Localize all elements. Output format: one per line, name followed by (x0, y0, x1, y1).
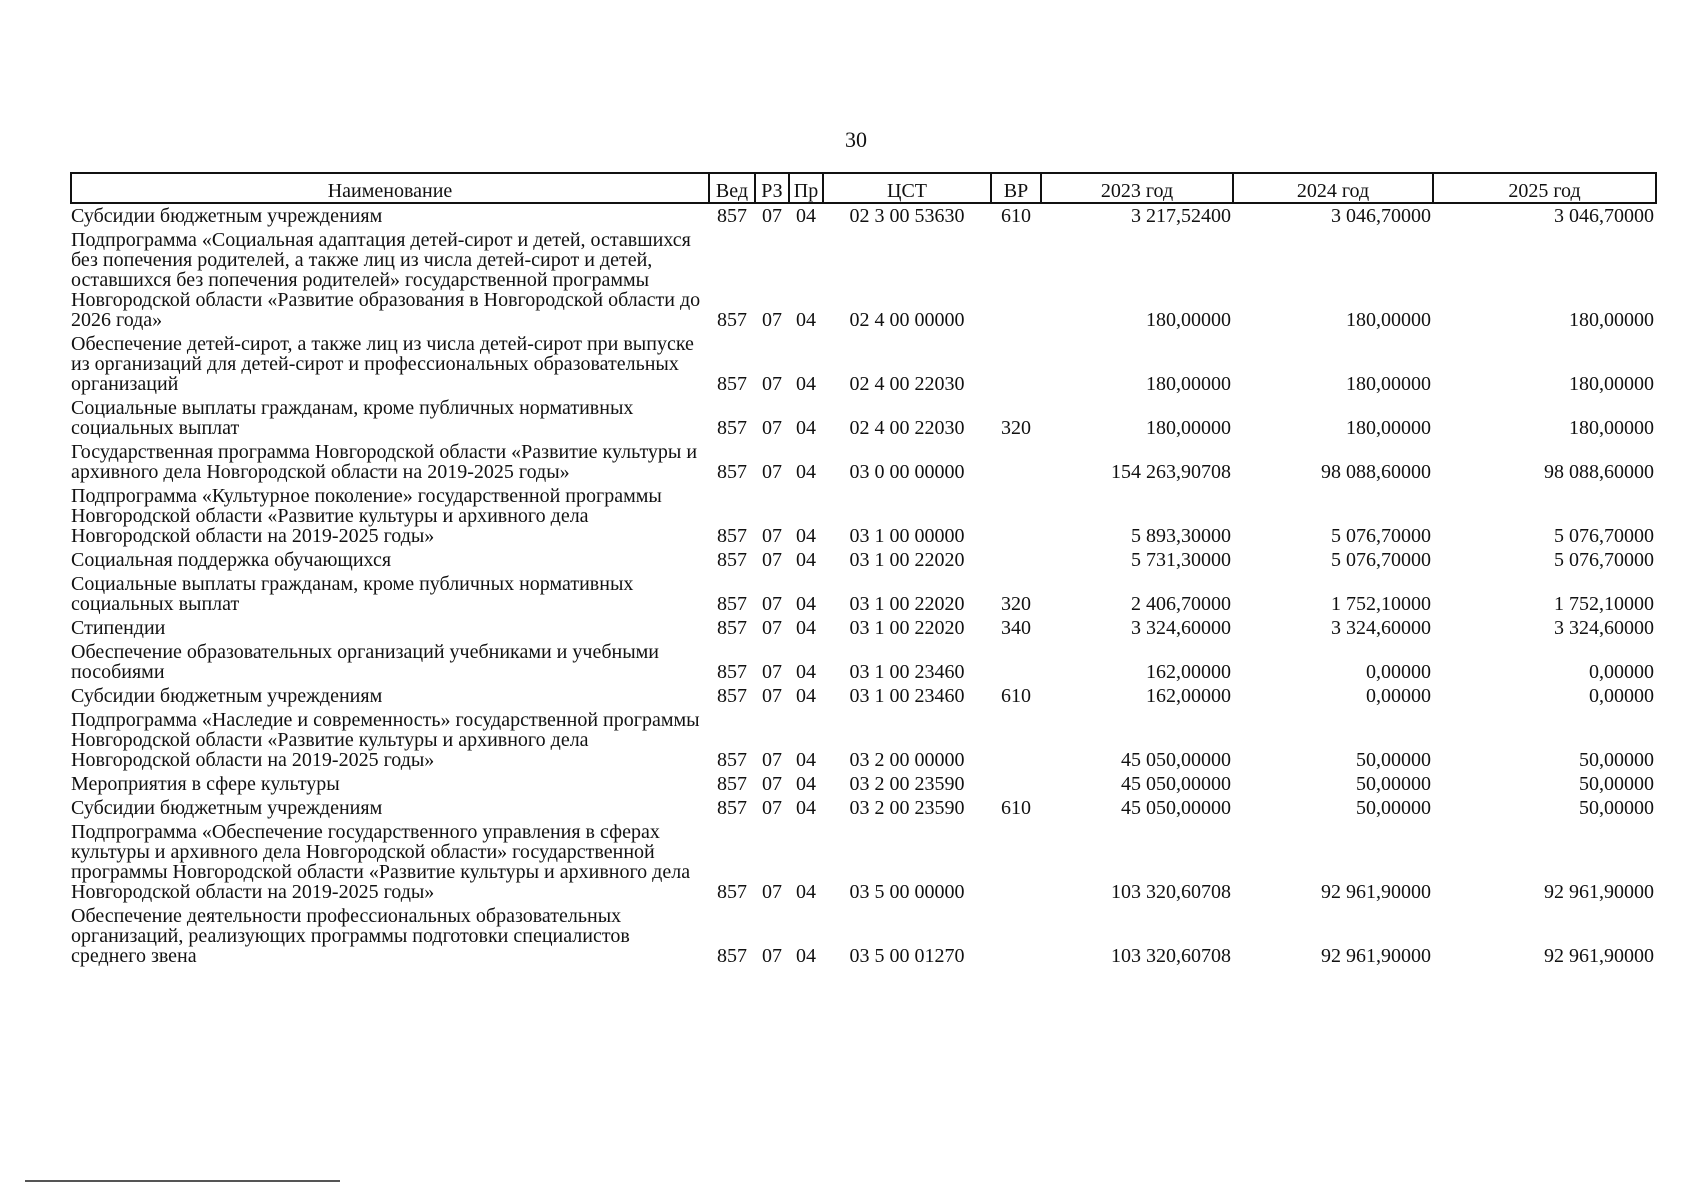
row-cst: 02 4 00 00000 (849, 309, 965, 331)
row-2025: 5 076,70000 (1554, 549, 1654, 571)
row-pr: 04 (796, 593, 816, 615)
row-ved: 857 (717, 461, 747, 483)
table-row (71, 616, 1656, 640)
row-2023: 45 050,00000 (1121, 773, 1231, 795)
row-2025: 0,00000 (1589, 685, 1654, 707)
row-pr: 04 (796, 549, 816, 571)
row-name: Обеспечение детей-сирот, а также лиц из числа детей-сирот при выпуске из организаций для детей-сирот и профессиональных образовательных организаций (71, 333, 694, 395)
row-2024: 50,00000 (1356, 773, 1431, 795)
row-2023: 180,00000 (1146, 373, 1231, 395)
header-ved: Вед (709, 173, 755, 203)
table-row (71, 708, 1656, 772)
row-2025: 5 076,70000 (1554, 525, 1654, 547)
row-2024: 3 324,60000 (1331, 617, 1431, 639)
row-2024: 98 088,60000 (1321, 461, 1431, 483)
row-name: Социальная поддержка обучающихся (71, 549, 392, 571)
row-name: Подпрограмма «Культурное поколение» государственной программы Новгородской области «Развитие культуры и архивного дела Новгородской области на 2019-2025 годы» (71, 485, 662, 547)
row-cst: 03 1 00 22020 (849, 617, 965, 639)
row-ved: 857 (717, 797, 747, 819)
row-cst: 02 3 00 53630 (849, 205, 965, 227)
row-name: Мероприятия в сфере культуры (71, 773, 340, 795)
row-vr (991, 440, 1041, 484)
row-cst: 03 1 00 23460 (849, 661, 965, 683)
row-rz: 07 (762, 593, 782, 615)
row-2024: 1 752,10000 (1331, 593, 1431, 615)
row-cst: 02 4 00 22030 (849, 373, 965, 395)
row-cst: 03 2 00 23590 (849, 773, 965, 795)
row-2025: 92 961,90000 (1544, 881, 1654, 903)
row-2023: 45 050,00000 (1121, 797, 1231, 819)
row-ved: 857 (717, 417, 747, 439)
row-pr: 04 (796, 661, 816, 683)
row-2024: 50,00000 (1356, 797, 1431, 819)
row-vr (991, 640, 1041, 684)
row-cst: 03 2 00 00000 (849, 749, 965, 771)
header-name: Наименование (71, 173, 709, 203)
row-2024: 92 961,90000 (1321, 945, 1431, 967)
row-rz: 07 (762, 881, 782, 903)
row-2024: 0,00000 (1366, 661, 1431, 683)
row-pr: 04 (796, 309, 816, 331)
row-2024: 180,00000 (1346, 373, 1431, 395)
row-rz: 07 (762, 661, 782, 683)
row-ved: 857 (717, 549, 747, 571)
row-rz: 07 (762, 617, 782, 639)
row-ved: 857 (717, 525, 747, 547)
row-ved: 857 (717, 617, 747, 639)
row-vr: 610 (1001, 685, 1031, 707)
row-ved: 857 (717, 373, 747, 395)
header-rz: РЗ (755, 173, 789, 203)
row-2023: 162,00000 (1146, 661, 1231, 683)
row-name: Государственная программа Новгородской области «Развитие культуры и архивного дела Новгородской области на 2019-2025 годы» (71, 441, 698, 483)
row-rz: 07 (762, 685, 782, 707)
row-pr: 04 (796, 617, 816, 639)
row-2023: 3 217,52400 (1131, 205, 1231, 227)
row-pr: 04 (796, 797, 816, 819)
row-2025: 3 046,70000 (1554, 205, 1654, 227)
table-row (71, 484, 1656, 548)
row-2023: 162,00000 (1146, 685, 1231, 707)
row-ved: 857 (717, 945, 747, 967)
table-row (71, 820, 1656, 904)
row-2023: 180,00000 (1146, 417, 1231, 439)
header-2023: 2023 год (1041, 173, 1233, 203)
row-cst: 03 1 00 00000 (849, 525, 965, 547)
row-ved: 857 (717, 309, 747, 331)
table-row (71, 772, 1656, 796)
row-2025: 3 324,60000 (1554, 617, 1654, 639)
row-2023: 45 050,00000 (1121, 749, 1231, 771)
row-pr: 04 (796, 749, 816, 771)
row-pr: 04 (796, 945, 816, 967)
row-vr (991, 772, 1041, 796)
row-ved: 857 (717, 205, 747, 227)
row-pr: 04 (796, 417, 816, 439)
row-vr (991, 548, 1041, 572)
row-pr: 04 (796, 881, 816, 903)
row-name: Субсидии бюджетным учреждениям (71, 797, 383, 819)
row-2025: 1 752,10000 (1554, 593, 1654, 615)
row-2025: 50,00000 (1579, 797, 1654, 819)
row-pr: 04 (796, 205, 816, 227)
row-ved: 857 (717, 593, 747, 615)
row-vr (991, 228, 1041, 332)
row-rz: 07 (762, 549, 782, 571)
row-2023: 180,00000 (1146, 309, 1231, 331)
table-row (71, 203, 1656, 228)
row-pr: 04 (796, 525, 816, 547)
row-name: Подпрограмма «Социальная адаптация детей-сирот и детей, оставшихся без попечения родителей, а также лиц из числа детей-сирот и детей, оставшихся без попечения родителей» государственной программы Новгородской области «Развитие образования в Новгородской области до 2026 года» (71, 229, 701, 331)
header-vr: ВР (991, 173, 1041, 203)
row-vr: 320 (1001, 417, 1031, 439)
row-rz: 07 (762, 461, 782, 483)
row-cst: 03 0 00 00000 (849, 461, 965, 483)
row-ved: 857 (717, 749, 747, 771)
row-2025: 50,00000 (1579, 773, 1654, 795)
row-2023: 154 263,90708 (1111, 461, 1231, 483)
row-pr: 04 (796, 373, 816, 395)
row-2024: 5 076,70000 (1331, 549, 1431, 571)
row-ved: 857 (717, 881, 747, 903)
row-name: Субсидии бюджетным учреждениям (71, 685, 383, 707)
row-cst: 03 2 00 23590 (849, 797, 965, 819)
row-vr (991, 904, 1041, 968)
row-2024: 92 961,90000 (1321, 881, 1431, 903)
row-pr: 04 (796, 461, 816, 483)
row-cst: 03 1 00 23460 (849, 685, 965, 707)
row-name: Обеспечение деятельности профессиональных образовательных организаций, реализующих программы подготовки специалистов среднего звена (71, 905, 630, 967)
table-body (71, 203, 1656, 968)
row-rz: 07 (762, 417, 782, 439)
row-ved: 857 (717, 773, 747, 795)
row-cst: 03 5 00 01270 (849, 945, 965, 967)
row-2025: 180,00000 (1569, 309, 1654, 331)
row-2025: 50,00000 (1579, 749, 1654, 771)
row-2024: 5 076,70000 (1331, 525, 1431, 547)
row-2023: 103 320,60708 (1111, 881, 1231, 903)
row-rz: 07 (762, 773, 782, 795)
row-vr: 610 (1001, 797, 1031, 819)
header-2024: 2024 год (1233, 173, 1433, 203)
row-rz: 07 (762, 797, 782, 819)
table-row (71, 332, 1656, 396)
row-vr: 610 (1001, 205, 1031, 227)
row-vr (991, 820, 1041, 904)
page-number: 30 (845, 127, 867, 152)
row-rz: 07 (762, 945, 782, 967)
row-2024: 50,00000 (1356, 749, 1431, 771)
row-vr (991, 708, 1041, 772)
row-2024: 180,00000 (1346, 417, 1431, 439)
row-vr: 320 (1001, 593, 1031, 615)
row-cst: 03 1 00 22020 (849, 593, 965, 615)
row-vr (991, 484, 1041, 548)
table-row (71, 548, 1656, 572)
row-2023: 5 731,30000 (1131, 549, 1231, 571)
row-2023: 103 320,60708 (1111, 945, 1231, 967)
row-cst: 03 5 00 00000 (849, 881, 965, 903)
table-row (71, 640, 1656, 684)
row-cst: 02 4 00 22030 (849, 417, 965, 439)
row-name: Подпрограмма «Наследие и современность» государственной программы Новгородской области «Развитие культуры и архивного дела Новгородской области на 2019-2025 годы» (71, 709, 700, 771)
row-2025: 180,00000 (1569, 373, 1654, 395)
row-2023: 2 406,70000 (1131, 593, 1231, 615)
row-2025: 180,00000 (1569, 417, 1654, 439)
table-row (71, 796, 1656, 820)
row-vr: 340 (1001, 617, 1031, 639)
table-row (71, 904, 1656, 968)
header-2025: 2025 год (1433, 173, 1656, 203)
row-rz: 07 (762, 749, 782, 771)
row-rz: 07 (762, 525, 782, 547)
header-pr: Пр (789, 173, 823, 203)
row-name: Обеспечение образовательных организаций учебниками и учебными пособиями (71, 641, 659, 683)
row-name: Подпрограмма «Обеспечение государственного управления в сферах культуры и архивного дела Новгородской области» государственной программы Новгородской области «Развитие культуры и архивного дела Новгородской области на 2019-2025 годы» (71, 821, 691, 903)
table-row (71, 440, 1656, 484)
row-vr (991, 332, 1041, 396)
table-row (71, 228, 1656, 332)
row-ved: 857 (717, 685, 747, 707)
table-row (71, 684, 1656, 708)
row-pr: 04 (796, 773, 816, 795)
table-header-row (71, 173, 1656, 203)
row-2024: 0,00000 (1366, 685, 1431, 707)
row-2025: 0,00000 (1589, 661, 1654, 683)
row-2025: 98 088,60000 (1544, 461, 1654, 483)
row-2023: 3 324,60000 (1131, 617, 1231, 639)
row-pr: 04 (796, 685, 816, 707)
footer-rule (25, 1180, 340, 1182)
row-rz: 07 (762, 373, 782, 395)
row-2024: 180,00000 (1346, 309, 1431, 331)
row-2024: 3 046,70000 (1331, 205, 1431, 227)
row-name: Стипендии (71, 617, 166, 639)
table-row (71, 396, 1656, 440)
row-name: Социальные выплаты гражданам, кроме публичных нормативных социальных выплат (71, 573, 634, 615)
table-row (71, 572, 1656, 616)
row-2023: 5 893,30000 (1131, 525, 1231, 547)
row-2025: 92 961,90000 (1544, 945, 1654, 967)
row-rz: 07 (762, 309, 782, 331)
row-ved: 857 (717, 661, 747, 683)
row-name: Социальные выплаты гражданам, кроме публичных нормативных социальных выплат (71, 397, 634, 439)
header-cst: ЦСТ (823, 173, 991, 203)
row-rz: 07 (762, 205, 782, 227)
row-name: Субсидии бюджетным учреждениям (71, 205, 383, 227)
budget-table (70, 172, 1657, 968)
row-cst: 03 1 00 22020 (849, 549, 965, 571)
